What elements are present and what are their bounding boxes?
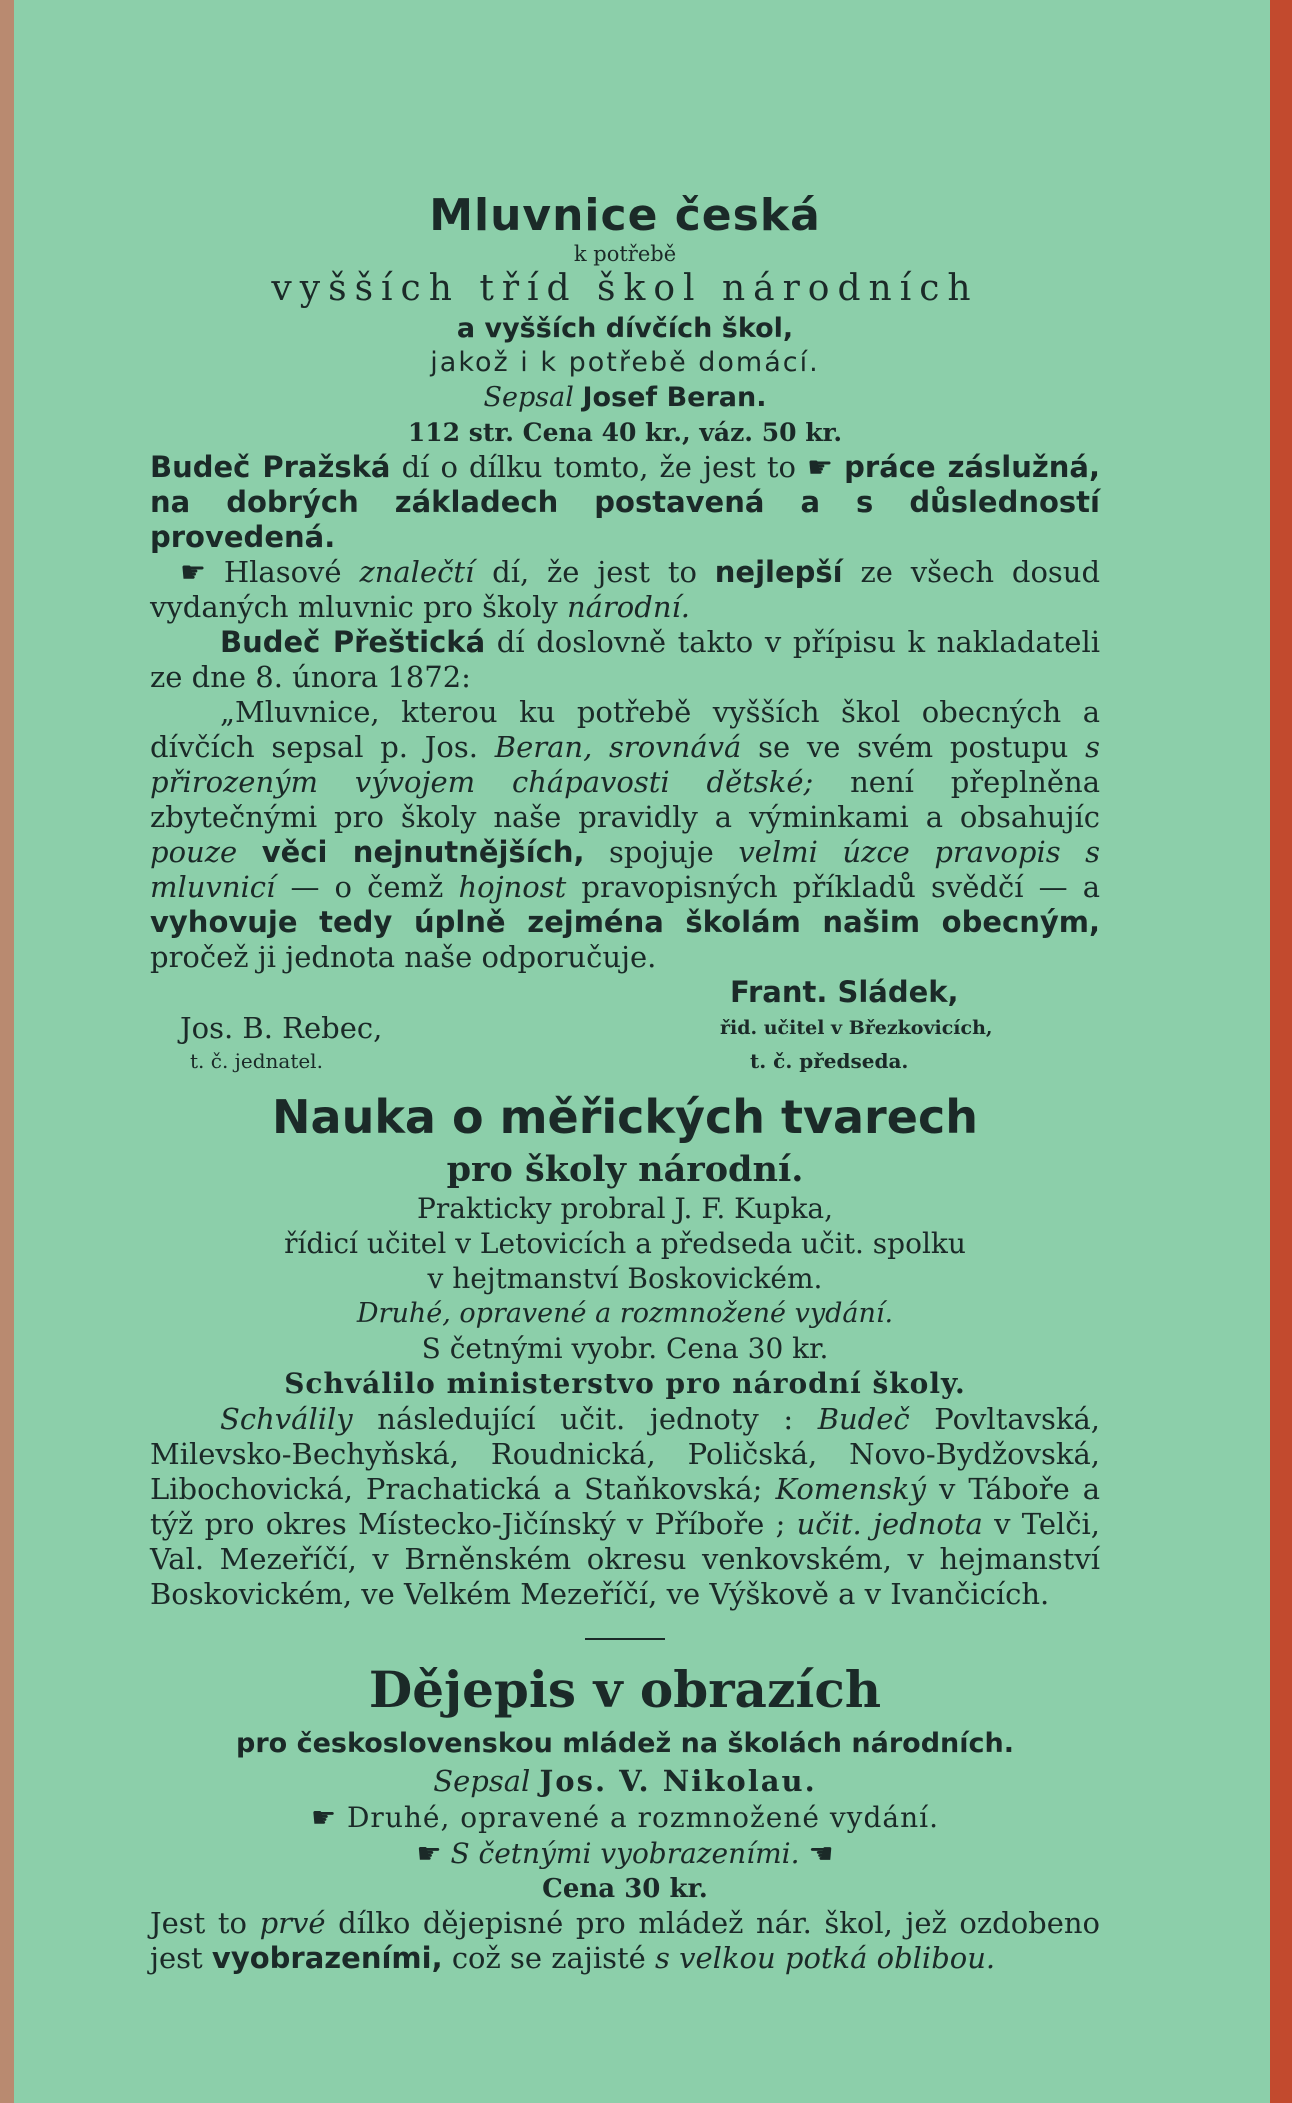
book2-jednota-em: učit. jednota xyxy=(796,1507,983,1541)
book3-desc-strong: vyobrazeními, xyxy=(211,1941,443,1975)
book1-review1 xyxy=(150,450,1100,555)
book2-price: S četnými vyobr. Cena 30 kr. xyxy=(421,1332,829,1365)
book3-desc-c: což se zajisté xyxy=(451,1941,646,1975)
book1-quote-b: se ve svém postupu xyxy=(758,730,1069,764)
book1-title: Mluvnice česká xyxy=(429,190,821,241)
book3-desc-a: Jest to xyxy=(150,1906,248,1940)
book1-quote-em1: Beran, srovnává xyxy=(494,730,742,764)
book1-author-name: Josef Beran. xyxy=(582,382,767,413)
book2-edition: Druhé, opravené a rozmnožené vydání. xyxy=(356,1298,894,1329)
book1-subtitle-line3: jakož i k potřebě domácí. xyxy=(430,347,820,378)
book2-author-role1: řídicí učitel v Letovicích a předseda učit. spolku xyxy=(284,1227,966,1260)
book2-author-line: Prakticky probral J. F. Kupka, xyxy=(416,1192,834,1225)
book1-ad xyxy=(150,190,1100,1085)
book3-illustrations: S četnými vyobrazeními. xyxy=(450,1837,800,1870)
book1-subtitle-small: k potřebě xyxy=(573,242,677,266)
book1-details: 112 str. Cena 40 kr., váz. 50 kr. xyxy=(407,418,843,447)
book1-author xyxy=(150,380,1100,416)
book2-budec-em: Budeč xyxy=(817,1402,910,1436)
book3-author xyxy=(150,1762,1100,1800)
book1-quote-a: „Mluvnice, kterou ku potřebě vyšších škol obecných a dívčích sepsal p. Jos. xyxy=(150,695,1100,764)
book2-approved-list xyxy=(150,1402,1100,1612)
page-content xyxy=(150,190,1100,1976)
book1-quote-em4: velmi úzce pravopis s mluvnicí xyxy=(150,835,1101,904)
book1-review2-strong: nejlepší xyxy=(714,555,843,589)
book1-review1-strong: práce záslužná, na dobrých základech postavená a s důsledností provedená. xyxy=(150,450,1101,554)
book3-price: Cena 30 kr. xyxy=(542,1874,708,1904)
book1-quote-e: — o čemž xyxy=(290,870,444,904)
book3-desc xyxy=(150,1906,1100,1976)
book1-review3-org: Budeč Přeštická xyxy=(220,625,486,659)
book1-subtitle-main: vyšších tříd škol národních xyxy=(271,268,979,309)
book2-author-role2: v hejtmanství Boskovickém. xyxy=(427,1262,823,1295)
book3-edition-row xyxy=(150,1800,1100,1836)
book1-quote-strong1: věci nejnutnějších, xyxy=(261,835,585,869)
book3-desc-em1: prvé xyxy=(259,1906,326,1940)
book3-ad xyxy=(150,1658,1100,1976)
book2-approved-text: následující učit. jednoty : xyxy=(377,1402,794,1436)
page-edge-left xyxy=(0,0,14,2103)
book2-komensky-em: Komenský xyxy=(775,1472,926,1506)
book1-quote-em2: s přirozeným vývojem chápavosti dětské; xyxy=(150,730,1101,799)
pointing-hand-icon: ☛ xyxy=(310,1801,338,1834)
book1-author-prefix: Sepsal xyxy=(483,382,574,413)
book3-edition: Druhé, opravené a rozmnožené vydání. xyxy=(346,1801,940,1834)
book2-ad xyxy=(150,1087,1100,1612)
section-divider xyxy=(585,1638,665,1640)
book3-desc-b: dílko dějepisné pro mládež nár. škol, jež ozdobeno jest xyxy=(150,1906,1101,1975)
book1-review1-org: Budeč Pražská xyxy=(150,450,391,484)
book3-illustrations-row xyxy=(150,1836,1100,1872)
book1-review1-text: dí o dílku tomto, že jest to xyxy=(401,450,796,484)
sig-right-name: Frant. Sládek, xyxy=(730,975,959,1009)
book2-approval: Schválilo ministerstvo pro národní školy. xyxy=(284,1367,966,1400)
sig-right-role: řid. učitel v Březkovicích, xyxy=(720,1017,993,1039)
book1-quote-c: není přeplněna zbytečnými pro školy naše pravidly a výminkami a obsahujíc xyxy=(150,765,1100,834)
book1-review2-em2: národní. xyxy=(566,590,690,624)
pointing-hand-icon: ☛ xyxy=(416,1837,442,1870)
book3-subtitle: pro československou mládež na školách národních. xyxy=(236,1728,1014,1759)
book1-review2-rest: ze všech dosud vydaných mluvnic pro školy xyxy=(150,555,1101,624)
book1-signatures xyxy=(150,975,1100,1085)
pointing-hand-icon: ☛ xyxy=(807,450,834,484)
book3-author-prefix: Sepsal xyxy=(433,1764,531,1798)
book2-list-a: Povltavská, Milevsko-Bechyňská, Roudnická, Poličská, Novo-Bydžovská, Libochovická, Prachatická a Staňkovská; xyxy=(150,1402,1100,1506)
book2-subtitle: pro školy národní. xyxy=(446,1149,804,1190)
sig-left-name-text: Jos. B. Rebec, xyxy=(180,1011,383,1045)
book1-quote-em3: pouze xyxy=(150,835,238,869)
book2-list-b: v Táboře a týž pro okres Místecko-Jičínský v Příboře ; xyxy=(150,1472,1101,1541)
book1-review2-mid: dí, že jest to xyxy=(492,555,697,589)
book1-quote xyxy=(150,695,1100,975)
book1-quote-g: pročež ji jednota naše odporučuje. xyxy=(150,940,657,974)
book1-subtitle-line2: a vyšších dívčích škol, xyxy=(456,313,794,344)
book1-review3-text: dí doslovně takto v přípisu k nakladateli ze dne 8. února 1872: xyxy=(150,625,1100,694)
book1-quote-strong2: vyhovuje tedy úplně zejména školám našim obecným, xyxy=(150,905,1100,939)
book2-list-c: v Telči, Val. Mezeříčí, v Brněnském okresu venkovském, v hejmanství Boskovickém, ve Velkém Mezeříčí, ve Výškově a v Ivančicích. xyxy=(150,1507,1100,1611)
pointing-hand-left-icon: ☚ xyxy=(808,1837,834,1870)
book1-quote-d: spojuje xyxy=(609,835,714,869)
sig-left-name xyxy=(180,1011,382,1045)
book1-review2-pre: Hlasové xyxy=(223,555,342,589)
book2-approved-em: Schválily xyxy=(220,1402,353,1436)
book3-desc-em2: s velkou potká oblibou. xyxy=(655,1941,996,1975)
book3-author-name: Jos. V. Nikolau. xyxy=(539,1764,817,1798)
book1-review2-em: znalečtí xyxy=(359,555,475,589)
book1-quote-em5: hojnost xyxy=(458,870,567,904)
sig-left-title: t. č. jednatel. xyxy=(190,1049,323,1073)
pointing-hand-icon: ☛ xyxy=(180,555,206,589)
book1-review2 xyxy=(150,555,1100,625)
sig-right-title: t. č. předseda. xyxy=(750,1049,909,1073)
book2-title: Nauka o měřických tvarech xyxy=(272,1090,978,1144)
page-edge-right xyxy=(1270,0,1292,2103)
book1-review3 xyxy=(150,625,1100,695)
book1-quote-f: pravopisných příkladů svědčí — a xyxy=(581,870,1101,904)
book3-title: Dějepis v obrazích xyxy=(368,1660,882,1719)
